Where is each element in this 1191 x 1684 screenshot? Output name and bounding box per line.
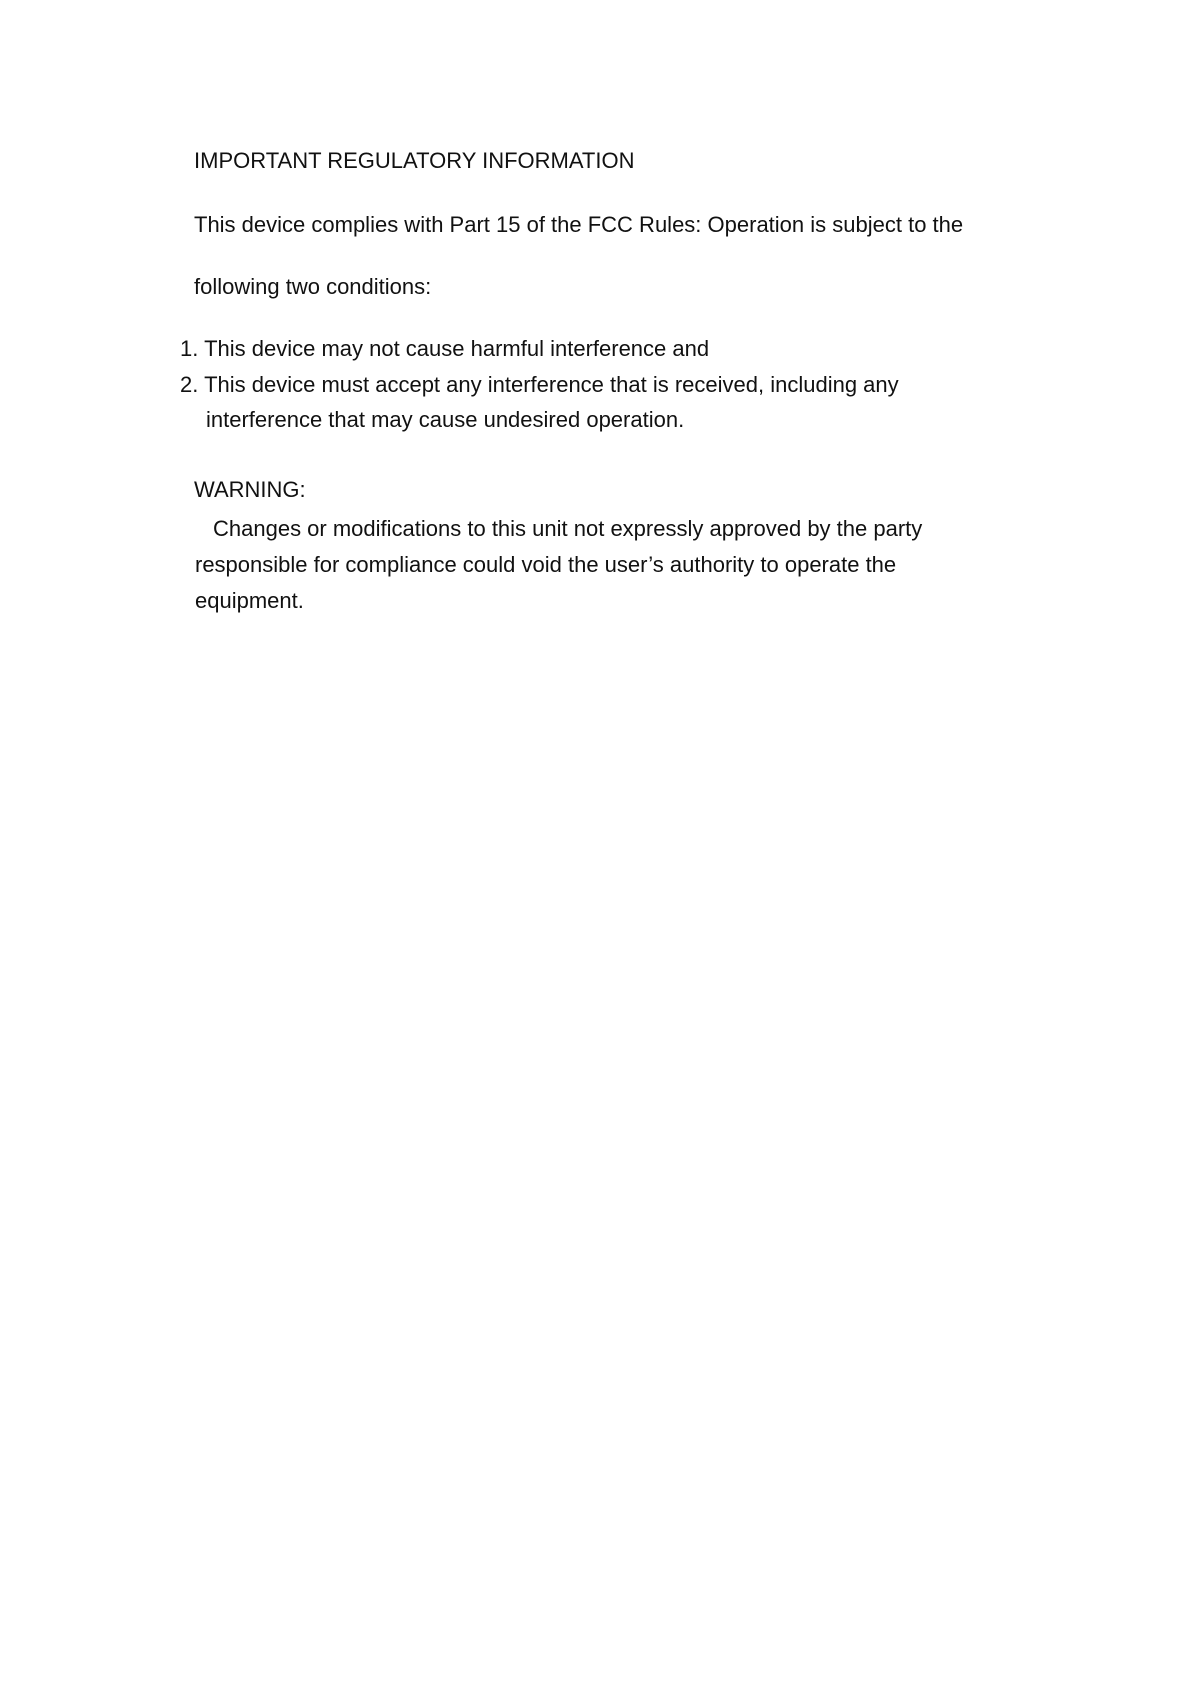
warning-line-3: equipment. [195,588,304,613]
intro-line-2: following two conditions: [194,274,432,299]
condition-2-line-1: 2. This device must accept any interference that is received, including any [180,372,899,397]
intro-line-1: This device complies with Part 15 of the FCC Rules: Operation is subject to the [194,212,964,237]
warning-heading: WARNING: [194,477,306,502]
warning-line-1: Changes or modifications to this unit not expressly approved by the party [213,516,923,541]
page-title: IMPORTANT REGULATORY INFORMATION [194,148,635,173]
warning-line-2: responsible for compliance could void the user’s authority to operate the [195,552,897,577]
condition-2-line-2: interference that may cause undesired operation. [206,407,685,432]
condition-1: 1. This device may not cause harmful interference and [180,336,710,361]
